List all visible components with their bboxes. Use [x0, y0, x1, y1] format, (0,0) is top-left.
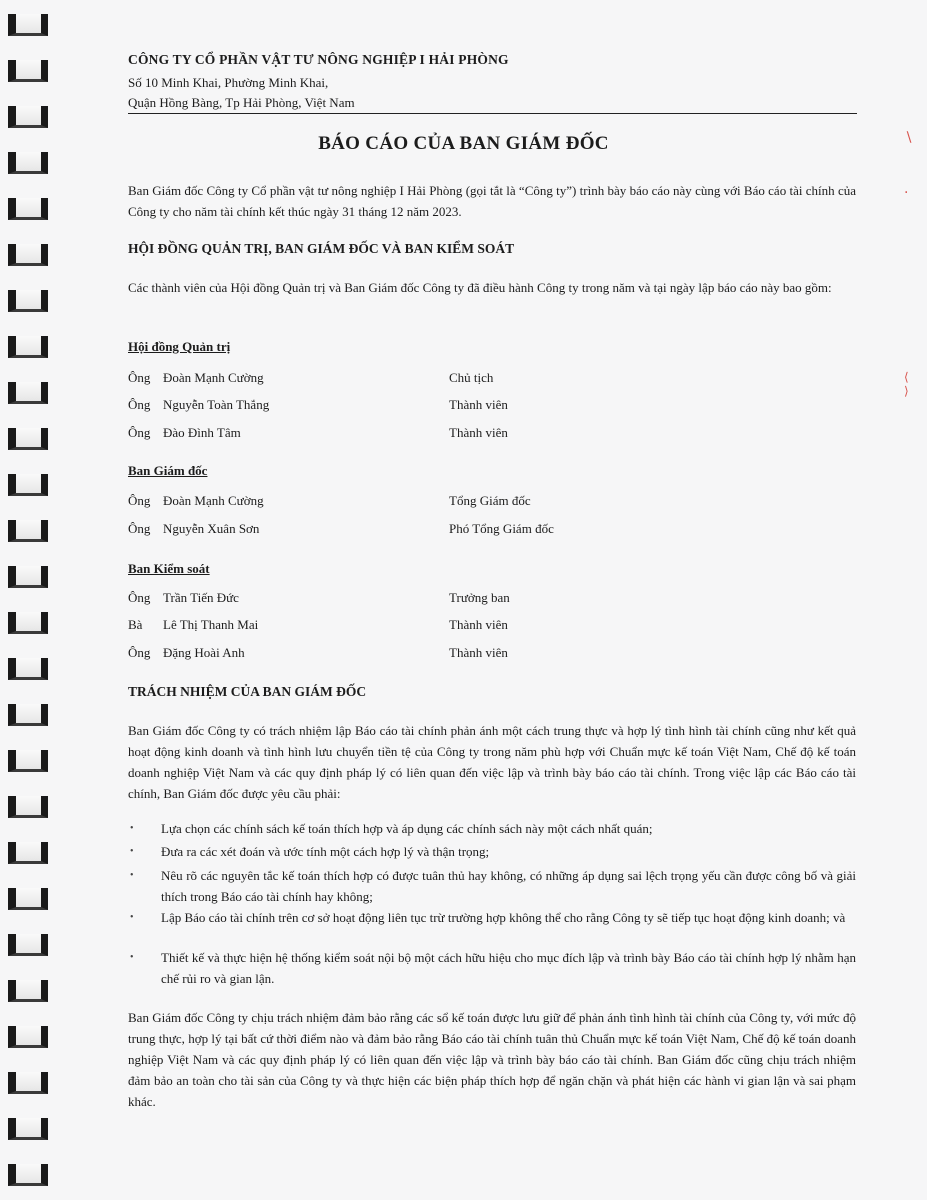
member-title: Bà [128, 617, 143, 632]
member-title: Ông [128, 397, 151, 412]
binding-ring [8, 1164, 48, 1186]
member-role: Phó Tổng Giám đốc [449, 521, 554, 536]
binding-ring [8, 428, 48, 450]
company-name: CÔNG TY CỔ PHẦN VẬT TƯ NÔNG NGHIỆP I HẢI PHÒNG [128, 52, 509, 67]
binding-ring [8, 888, 48, 910]
member-title: Ông [128, 425, 151, 440]
binding-ring [8, 520, 48, 542]
binding-ring [8, 1026, 48, 1048]
binding-ring [8, 980, 48, 1002]
stamp-fragment: · [904, 185, 909, 201]
company-address-line-1: Số 10 Minh Khai, Phường Minh Khai, [128, 75, 329, 90]
member-name: Nguyễn Xuân Sơn [163, 521, 260, 536]
members-intro-paragraph: Các thành viên của Hội đồng Quản trị và Ban Giám đốc Công ty đã điều hành Công ty trong năm và tại ngày lập báo cáo này bao gồm: [128, 280, 832, 295]
binding-ring [8, 244, 48, 266]
binding-ring [8, 934, 48, 956]
member-title: Ông [128, 645, 151, 660]
binding-ring [8, 612, 48, 634]
header-divider [128, 113, 857, 114]
member-title: Ông [128, 493, 151, 508]
binding-ring [8, 842, 48, 864]
member-title: Ông [128, 590, 151, 605]
stamp-fragment: ∖ [904, 130, 913, 146]
binding-ring [8, 704, 48, 726]
spiral-binding [0, 0, 56, 1200]
member-role: Chủ tịch [449, 370, 494, 385]
binding-ring [8, 474, 48, 496]
company-address-line-2: Quận Hồng Bàng, Tp Hải Phòng, Việt Nam [128, 95, 355, 110]
binding-ring [8, 106, 48, 128]
stamp-fragment: ⟨ ⟩ [904, 370, 909, 398]
binding-ring [8, 750, 48, 772]
binding-ring [8, 60, 48, 82]
bullet-item: Nêu rõ các nguyên tắc kế toán thích hợp có được tuân thủ hay không, có những áp dụng sai lệch trọng yếu cần được công bố và giải thích trong Báo cáo tài chính hay không; [161, 868, 856, 904]
supervisory-heading: Ban Kiểm soát [128, 561, 210, 576]
binding-ring [8, 198, 48, 220]
member-role: Thành viên [449, 617, 508, 632]
intro-paragraph: Ban Giám đốc Công ty Cổ phần vật tư nông nghiệp I Hải Phòng (gọi tắt là “Công ty”) trình bày báo cáo này cùng với Báo cáo tài chính của Công ty cho năm tài chính kết thúc ngày 31 tháng 12 năm 2023. [128, 183, 856, 219]
binding-ring [8, 796, 48, 818]
member-role: Tổng Giám đốc [449, 493, 531, 508]
member-role: Thành viên [449, 645, 508, 660]
binding-ring [8, 566, 48, 588]
member-role: Trưởng ban [449, 590, 510, 605]
binding-ring [8, 1072, 48, 1094]
section-heading-management: HỘI ĐỒNG QUẢN TRỊ, BAN GIÁM ĐỐC VÀ BAN KIỂM SOÁT [128, 241, 515, 256]
page-title: BÁO CÁO CỦA BAN GIÁM ĐỐC [318, 133, 609, 154]
bullet-marker: • [130, 846, 134, 857]
board-heading: Hội đồng Quản trị [128, 339, 231, 354]
binding-ring [8, 14, 48, 36]
binding-ring [8, 336, 48, 358]
member-title: Ông [128, 370, 151, 385]
member-name: Trần Tiến Đức [163, 590, 239, 605]
directors-heading: Ban Giám đốc [128, 463, 208, 478]
section-heading-responsibility: TRÁCH NHIỆM CỦA BAN GIÁM ĐỐC [128, 684, 367, 699]
bullet-item: Lập Báo cáo tài chính trên cơ sở hoạt động liên tục trừ trường hợp không thể cho rằng Công ty sẽ tiếp tục hoạt động kinh doanh; và [161, 910, 846, 925]
binding-ring [8, 658, 48, 680]
binding-ring [8, 1118, 48, 1140]
member-name: Lê Thị Thanh Mai [163, 617, 259, 632]
member-title: Ông [128, 521, 151, 536]
bullet-marker: • [130, 870, 134, 881]
member-name: Đào Đình Tâm [163, 425, 241, 440]
binding-ring [8, 152, 48, 174]
member-name: Đoàn Mạnh Cường [163, 370, 264, 385]
member-role: Thành viên [449, 397, 508, 412]
member-name: Đặng Hoài Anh [163, 645, 245, 660]
bullet-item: Đưa ra các xét đoán và ước tính một cách hợp lý và thận trọng; [161, 844, 490, 859]
member-name: Nguyễn Toàn Thắng [163, 397, 270, 412]
responsibility-paragraph-2: Ban Giám đốc Công ty chịu trách nhiệm đảm bảo rằng các sổ kế toán được lưu giữ để phản ánh tình hình tài chính của Công ty, với mức độ trung thực, hợp lý tại bất cứ thời điểm nào và đảm bảo rằng Báo cáo tài chính tuân thủ Chuẩn mực kế toán Việt Nam, Chế độ kế toán doanh nghiệp Việt Nam và các quy định pháp lý có liên quan đến việc lập và trình bày báo cáo tài chính. Ban Giám đốc cũng chịu trách nhiệm đảm bảo an toàn cho tài sản của Công ty và thực hiện các biện pháp thích hợp để ngăn chặn và phát hiện các hành vi gian lận và sai phạm khác. [128, 1010, 856, 1109]
member-name: Đoàn Mạnh Cường [163, 493, 264, 508]
bullet-marker: • [130, 952, 134, 963]
binding-ring [8, 382, 48, 404]
bullet-item: Thiết kế và thực hiện hệ thống kiểm soát nội bộ một cách hữu hiệu cho mục đích lập và trình bày Báo cáo tài chính hợp lý nhằm hạn chế rủi ro và gian lận. [161, 950, 856, 986]
bullet-marker: • [130, 823, 134, 834]
bullet-marker: • [130, 912, 134, 923]
responsibility-paragraph-1: Ban Giám đốc Công ty có trách nhiệm lập Báo cáo tài chính phản ánh một cách trung thực và hợp lý tình hình tài chính cũng như kết quả hoạt động kinh doanh và tình hình lưu chuyển tiền tệ của Công ty trong năm phù hợp với Chuẩn mực kế toán Việt Nam, Chế độ kế toán doanh nghiệp Việt Nam và các quy định pháp lý có liên quan đến việc lập và trình bày báo cáo tài chính. Trong việc lập các Báo cáo tài chính, Ban Giám đốc được yêu cầu phải: [128, 723, 856, 801]
binding-ring [8, 290, 48, 312]
bullet-item: Lựa chọn các chính sách kế toán thích hợp và áp dụng các chính sách này một cách nhất quán; [161, 821, 653, 836]
member-role: Thành viên [449, 425, 508, 440]
